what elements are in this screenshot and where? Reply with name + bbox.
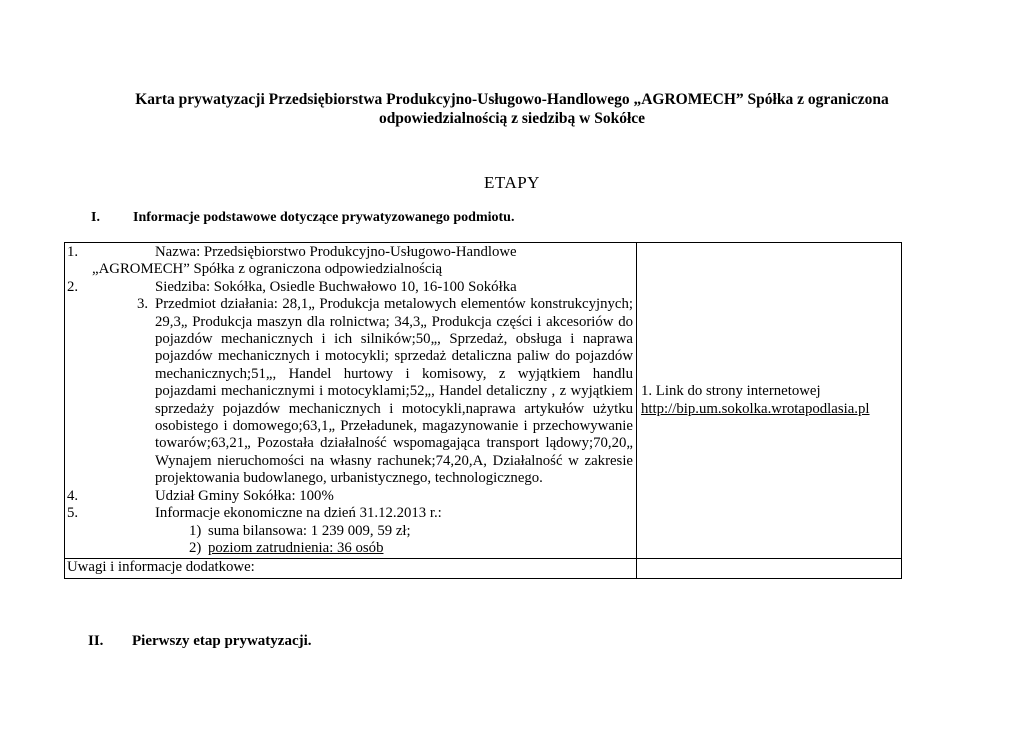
economic-sub-item: [189, 540, 633, 557]
link-label: 1. Link do strony internetowej: [641, 383, 821, 400]
item-number: 1.: [67, 244, 79, 260]
title-line-2: odpowiedzialnością z siedzibą w Sokółce: [378, 110, 646, 127]
sub-item-number: 2): [189, 539, 202, 556]
notes-label: Uwagi i informacje dodatkowe:: [67, 559, 255, 576]
section-2-number: II.: [88, 633, 104, 649]
item-business-scope: [67, 296, 633, 487]
economic-sub-item: [189, 523, 633, 540]
sub-item-number: 1): [189, 522, 202, 539]
item-number: 5.: [67, 505, 79, 522]
item-number: 4.: [67, 487, 79, 504]
item-name: [67, 244, 633, 279]
website-link[interactable]: http://bip.um.sokolka.wrotapodlasia.pl: [641, 400, 870, 417]
item-seat-text: Siedziba: Sokółka, Osiedle Buchwałowo 10, 16-100 Sokółka: [155, 278, 517, 295]
etapy-heading: ETAPY: [484, 173, 540, 192]
section-1-title: Informacje podstawowe dotyczące prywatyzowanego podmiotu.: [133, 210, 515, 225]
item-municipality-share-text: Udział Gminy Sokółka: 100%: [155, 487, 334, 504]
section-1-number: I.: [91, 210, 100, 225]
document-title: [60, 90, 964, 128]
item-name-line2: „AGROMECH” Spółka z ograniczona odpowiedzialnością: [92, 261, 443, 278]
info-table: [64, 242, 902, 579]
item-name-line1: Nazwa: Przedsiębiorstwo Produkcyjno-Usługowo-Handlowe: [155, 244, 517, 260]
link-cell: [637, 243, 902, 559]
item-economic-info: [67, 505, 633, 522]
item-seat: [67, 279, 633, 296]
item-number: 3.: [137, 296, 149, 313]
section-2-title: Pierwszy etap prywatyzacji.: [132, 633, 312, 649]
notes-empty-cell: [637, 559, 902, 578]
sub-item-text: suma bilansowa: 1 239 009, 59 zł;: [208, 522, 411, 539]
item-business-scope-text: Przedmiot działania: 28,1„ Produkcja metalowych elementów konstrukcyjnych; 29,3„ Produkcja maszyn dla rolnictwa; 34,3„ Produkcja części i akcesoriów do pojazdów mechanicznych i ich silników;50„, Sprzedaż, obsługa i naprawa pojazdów mechanicznych i motocykli; sprzedaż detaliczna paliw do pojazdów mechanicznych;51„, Handel hurtowy i komisowy, z wyjątkiem handlu pojazdami mechanicznymi i motocyklami;52„, Handel detaliczny , z wyjątkiem sprzedaży pojazdów mechanicznych i motocykli,naprawa artykułów użytku osobistego i domowego;63,1„ Przeładunek, magazynowanie i przechowywanie towarów;63,21„ Pozostała działalność wspomagająca transport lądowy;70,20„ Wynajem nieruchomości na własny rachunek;74,20,A, Działalność w zakresie projektowania budowlanego, urbanistycznego, technologicznego.: [155, 296, 633, 487]
item-number: 2.: [67, 278, 79, 295]
sub-item-text: poziom zatrudnienia: 36 osób: [208, 539, 384, 556]
notes-cell: [65, 559, 637, 578]
title-line-1: Karta prywatyzacji Przedsiębiorstwa Produkcyjno-Usługowo-Handlowego „AGROMECH” Spółka z ograniczona: [135, 91, 889, 108]
item-municipality-share: [67, 488, 633, 505]
item-economic-info-text: Informacje ekonomiczne na dzień 31.12.2013 r.:: [155, 505, 442, 522]
details-cell: [65, 243, 637, 559]
